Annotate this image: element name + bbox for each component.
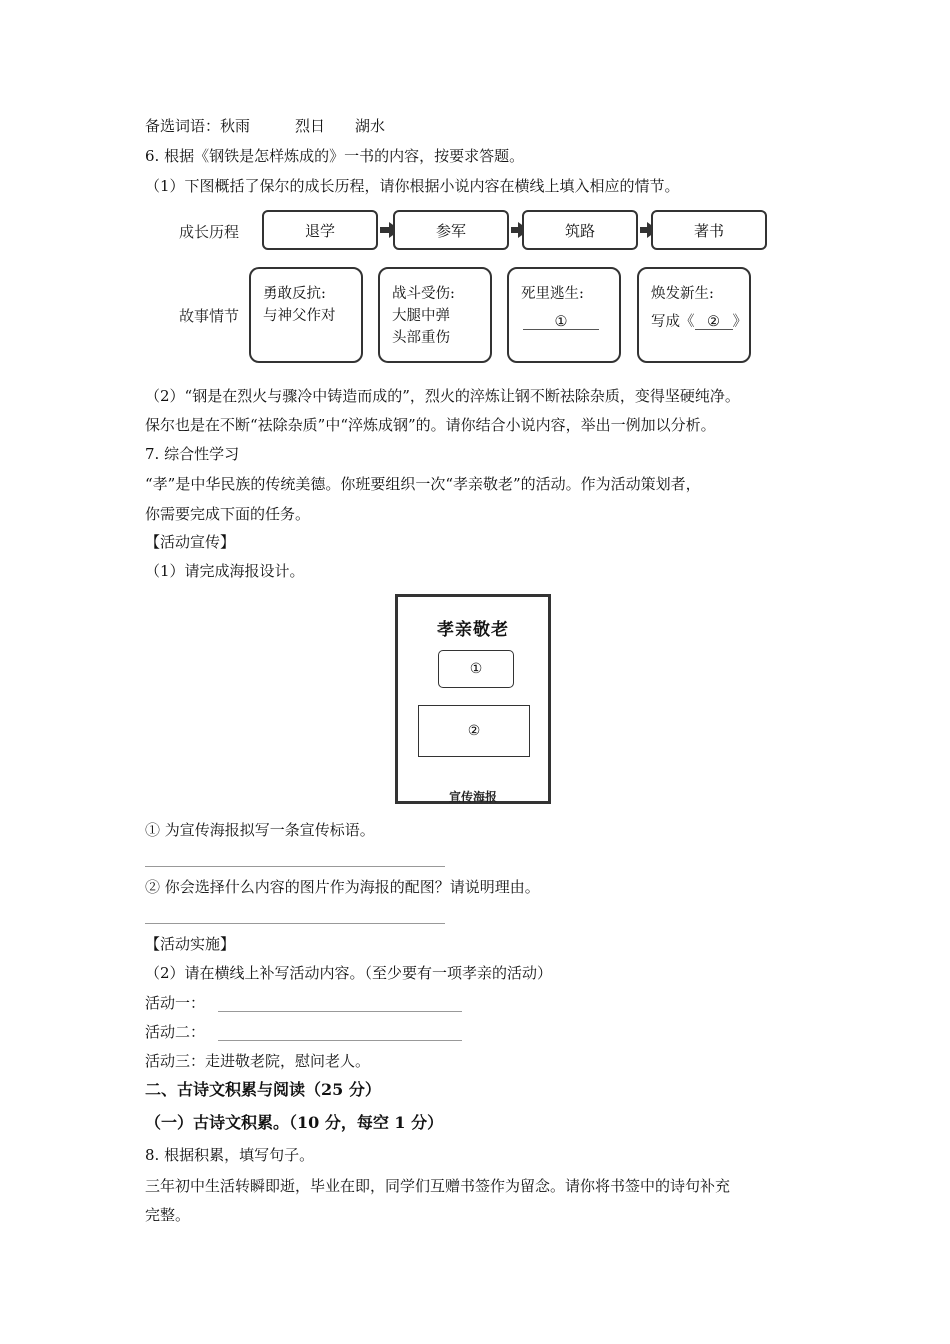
poster-slogan-box: ① [438,650,514,688]
part-2-title: 二、古诗文积累与阅读（25 分） [145,1080,381,1099]
plot-1-line-2: 与神父作对 [263,308,336,324]
activity-2-blank[interactable] [218,1040,462,1041]
stage-join-army: 参军 [393,210,509,250]
blank-2[interactable]: ② [695,315,733,330]
question-8-text-line-2: 完整。 [145,1206,191,1224]
activity-1-blank[interactable] [218,1011,462,1012]
section-promotion: 【活动宣传】 [145,533,236,551]
growth-flow-diagram [175,205,775,365]
question-6-part-2-line-2: 保尔也是在不断“祛除杂质”中“淬炼成钢”的。请你结合小说内容，举出一例加以分析。 [145,416,716,434]
arrow-icon [511,227,519,233]
question-6-part-1: （1）下图概括了保尔的成长历程，请你根据小说内容在横线上填入相应的情节。 [145,177,680,195]
plot-4-prefix: 写成《 [651,314,695,330]
activity-2 [145,1022,205,1042]
blank-1[interactable]: ① [523,315,599,330]
stage-drop-out: 退学 [262,210,378,250]
plot-box-1 [249,267,363,363]
stage-write-book: 著书 [651,210,767,250]
question-7-part-2: （2）请在横线上补写活动内容。（至少要有一项孝亲的活动） [145,964,553,982]
arrow-icon [380,227,390,233]
activity-3: 活动三：走进敬老院，慰问老人。 [145,1052,371,1070]
poster-image-box: ② [418,705,530,757]
activity-1 [145,993,205,1013]
stage-build-road: 筑路 [522,210,638,250]
question-7-intro-line-2: 你需要完成下面的任务。 [145,505,311,523]
candidate-words: 备选词语：秋雨 烈日 湖水 [145,117,386,135]
plot-2-line-3: 头部重伤 [392,330,450,346]
question-7-1-a: ① 为宣传海报拟写一条宣传标语。 [145,821,375,839]
row-label-plot: 故事情节 [179,307,240,325]
question-6-title: 6. 根据《钢铁是怎样炼成的》一书的内容，按要求答题。 [145,147,525,165]
plot-4-suffix: 》 [732,314,747,330]
answer-line-1[interactable] [145,866,445,867]
activity-1-label: 活动一： [145,994,206,1012]
question-7-part-1: （1）请完成海报设计。 [145,562,305,580]
question-7-intro-line-1: “孝”是中华民族的传统美德。你班要组织一次“孝亲敬老”的活动。作为活动策划者， [145,475,701,493]
plot-2-line-1: 战斗受伤: [392,286,455,302]
plot-2-line-2: 大腿中弹 [392,308,450,324]
section-implementation: 【活动实施】 [145,935,236,953]
answer-line-2[interactable] [145,923,445,924]
arrow-icon [640,227,648,233]
part-2-subtitle: （一）古诗文积累。（10 分，每空 1 分） [145,1113,444,1132]
plot-box-3 [507,267,621,363]
poster-title: 孝亲敬老 [437,620,509,640]
plot-4-line-1: 焕发新生: [651,286,714,302]
plot-3-line-1: 死里逃生: [521,286,584,302]
plot-box-4 [637,267,751,363]
activity-2-label: 活动二： [145,1023,206,1041]
row-label-growth: 成长历程 [179,223,240,241]
question-7-1-b: ② 你会选择什么内容的图片作为海报的配图？请说明理由。 [145,878,540,896]
plot-box-2 [378,267,492,363]
question-6-part-2-line-1: （2）“钢是在烈火与骤冷中铸造而成的”，烈火的淬炼让钢不断祛除杂质，变得坚硬纯净。 [145,387,740,405]
question-8-text-line-1: 三年初中生活转瞬即逝，毕业在即，同学们互赠书签作为留念。请你将书签中的诗句补充 [145,1177,731,1195]
question-8-title: 8. 根据积累，填写句子。 [145,1146,315,1164]
poster-caption: 宣传海报 [448,790,497,804]
plot-1-line-1: 勇敢反抗: [263,286,326,302]
poster [395,594,551,804]
question-7-title: 7. 综合性学习 [145,445,240,463]
